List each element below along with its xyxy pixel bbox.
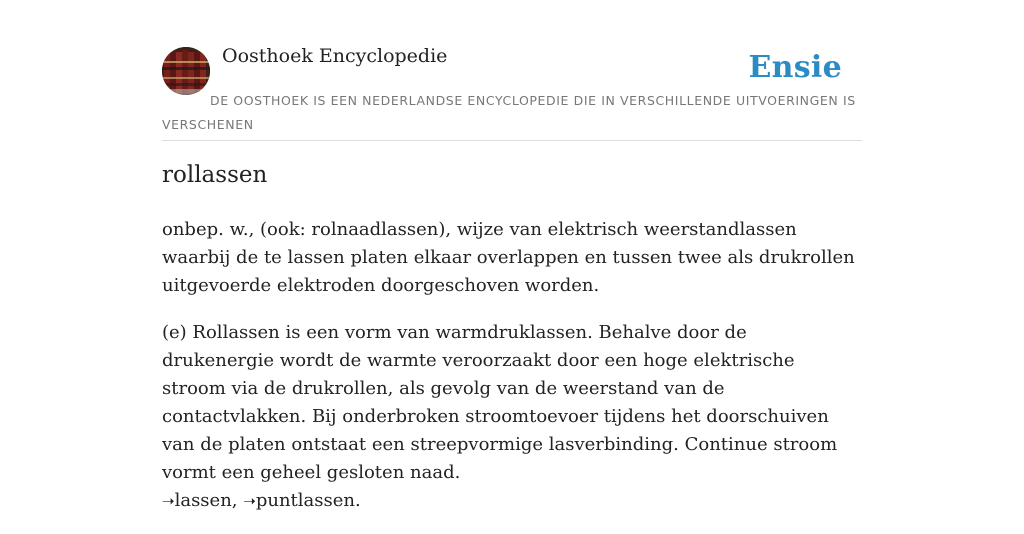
encyclopedia-books-icon[interactable] — [162, 47, 210, 95]
arrow-right-icon: ➝ — [162, 492, 175, 510]
entry-explanation — [162, 319, 862, 515]
entry-definition: onbep. w., (ook: rolnaadlassen), wijze van elektrisch weerstandlassen waarbij de te lassen platen elkaar overlappen en tussen twee als drukrollen uitgevoerde elektroden doorgeschoven worden. — [162, 219, 855, 296]
arrow-right-icon: ➝ — [243, 492, 256, 510]
xref-link-lassen[interactable] — [162, 490, 232, 511]
brand-logo[interactable]: Ensie — [748, 50, 842, 85]
site-header — [162, 0, 862, 141]
entry-body — [162, 216, 862, 534]
xref-separator: , — [231, 490, 244, 511]
xref-separator: . — [354, 490, 361, 511]
site-tagline: DE OOSTHOEK IS EEN NEDERLANDSE ENCYCLOPEDIE DIE IN VERSCHILLENDE UITVOERINGEN IS VERSCHENEN — [162, 93, 856, 132]
site-name[interactable]: Oosthoek Encyclopedie — [222, 45, 448, 67]
xref-label: lassen — [174, 490, 232, 511]
entry-title: rollassen — [162, 162, 268, 188]
xref-label: puntlassen — [255, 490, 355, 511]
entry-explanation-text: (e) Rollassen is een vorm van warmdruklassen. Behalve door de drukenergie wordt de warmte veroorzaakt door een hoge elektrische stroom via de drukrollen, als gevolg van de weerstand van de contactvlakken. Bij onderbroken stroomtoevoer tijdens het doorschuiven van de platen ontstaat een streepvormige lasverbinding. Continue stroom vormt een geheel gesloten naad. — [162, 322, 838, 483]
xref-link-puntlassen[interactable] — [243, 490, 355, 511]
page-container — [162, 0, 862, 511]
